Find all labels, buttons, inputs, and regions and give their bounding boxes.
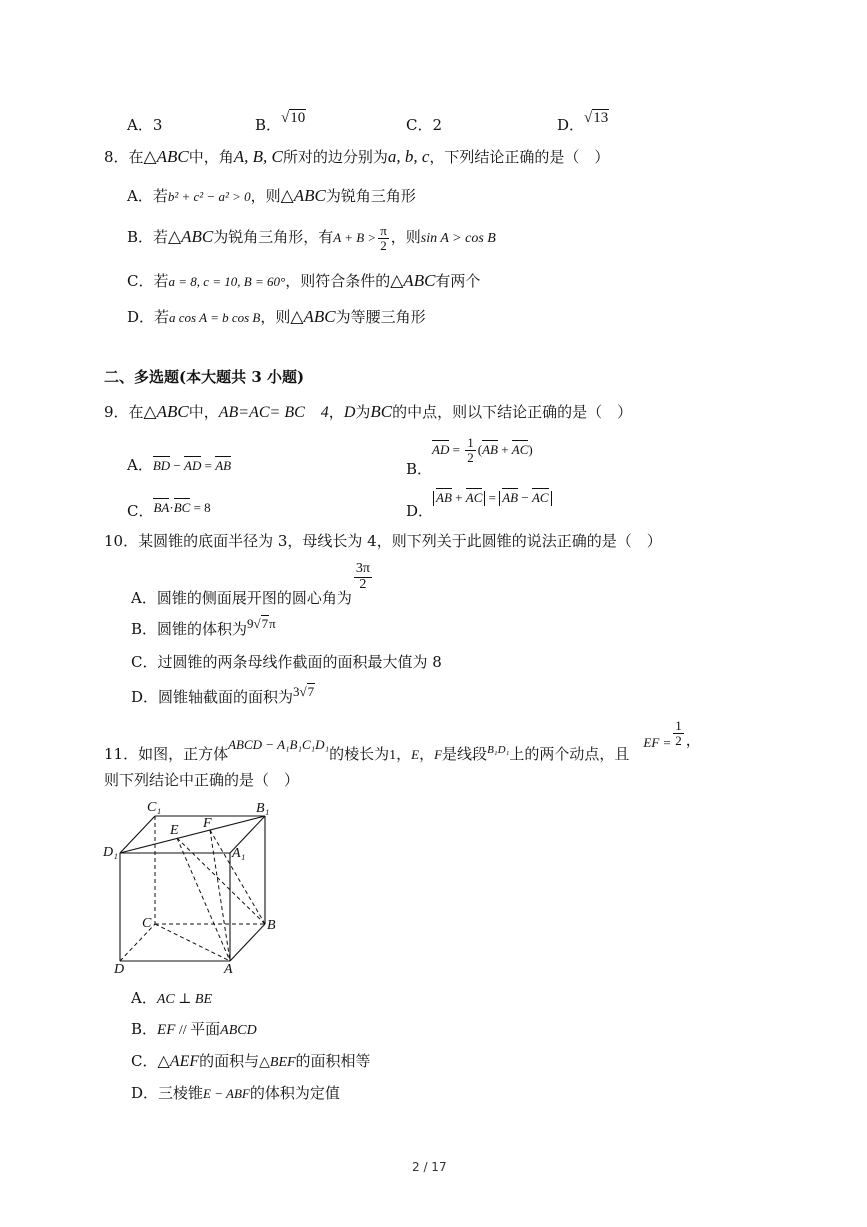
q8-option-c: C．若a = 8, c = 10, B = 60°，则符合条件的△ABC有两个 — [127, 271, 481, 290]
q9-option-c: C．BA·BC = 8 — [127, 500, 211, 520]
q8-option-d: D．若a cos A = b cos B，则△ABC为等腰三角形 — [127, 307, 426, 326]
label-f: F — [203, 816, 212, 831]
q9-option-b: B．AD = $\frac{1}{2}$ (AB + AC) — [406, 435, 533, 479]
label-b1: B₁ — [256, 801, 270, 816]
q11-stem-line2: 则下列结论中正确的是（ ） — [104, 771, 300, 789]
q7-option-a: A．3 — [127, 116, 163, 134]
q11-option-a: A．AC ⊥ BE — [131, 989, 213, 1007]
label-d1: D₁ — [103, 845, 118, 860]
q9-option-a: A．BD − AD = AB — [127, 456, 232, 474]
label-b: B — [267, 918, 276, 933]
section-title-multiple-choice: 二、多选题(本大题共 3 小题) — [104, 368, 305, 386]
segment-eb — [177, 838, 265, 924]
q7-option-c: C．2 — [406, 116, 443, 134]
q7-option-d: D．√13 — [557, 110, 609, 134]
segment-ea — [177, 838, 230, 961]
q11-option-d: D．三棱锥E − ABF的体积为定值 — [131, 1084, 340, 1102]
label-e: E — [170, 823, 179, 838]
edge-ab — [230, 924, 265, 961]
q11-stem: 11．如图，正方体ABCD − A₁B₁C₁D₁的棱长为1，E，F是线段$_{B_1D_1}$上的两个动点，且EF = $\frac{1}{2}$ ， — [104, 718, 701, 764]
q8-option-b: B．若△ABC为锐角三角形，有A + B > $\frac{\pi}{2}$ ，则sin A > cos B — [127, 223, 496, 253]
q10-option-b: B．圆锥的体积为9√7π — [131, 616, 276, 638]
label-c1: C₁ — [147, 800, 162, 815]
q11-option-b: B．EF // 平面ABCD — [131, 1020, 257, 1038]
label-a1: A₁ — [232, 846, 246, 861]
q10-option-d: D．圆锥轴截面的面积为3√7 — [131, 684, 315, 706]
q8-option-a: A．若b² + c² − a² > 0，则△ABC为锐角三角形 — [127, 186, 416, 205]
edge-d1c1 — [120, 816, 155, 853]
q7-option-b: B．√10 — [255, 110, 306, 134]
cube-figure — [100, 796, 290, 976]
q10-option-a: A．圆锥的侧面展开图的圆心角为 $\frac{3\pi}{2}$ — [131, 561, 370, 608]
q10-stem: 10．某圆锥的底面半径为 3，母线长为 4，则下列关于此圆锥的说法正确的是（ ） — [104, 532, 662, 550]
segment-fa — [210, 830, 230, 961]
segment-ca-hidden — [155, 924, 230, 961]
q8-stem: 8．在△ABC中，角A, B, C所对的边分别为a, b, c，下列结论正确的是（ ） — [104, 147, 610, 166]
q9-stem: 9．在△ABC中，AB=AC= BC 4，D为BC的中点，则以下结论正确的是（ ） — [104, 402, 633, 421]
label-a: A — [224, 962, 233, 976]
q11-option-c: C．△AEF的面积与△BEF的面积相等 — [131, 1052, 371, 1070]
page-number: 2 / 17 — [412, 1160, 447, 1174]
q10-option-c: C．过圆锥的两条母线作截面的面积最大值为 8 — [131, 653, 442, 671]
label-c: C — [142, 916, 152, 931]
segment-fb — [210, 830, 265, 924]
q9-option-d: D．AB + AC = AB − AC — [406, 486, 552, 507]
label-d: D — [114, 962, 125, 976]
